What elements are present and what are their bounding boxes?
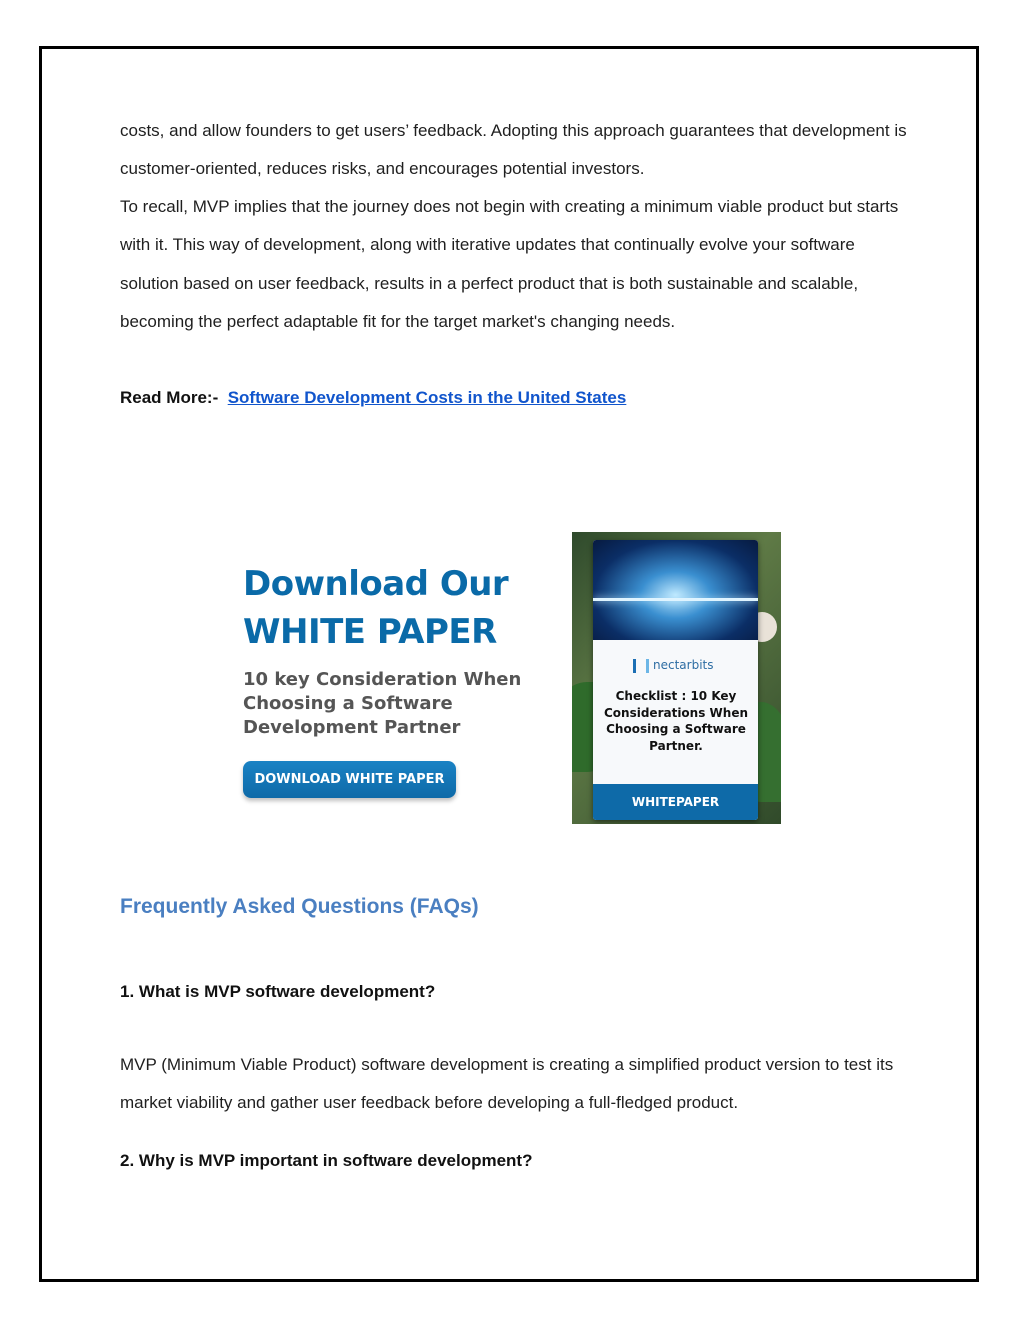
banner-subtitle [243,668,543,740]
nectarbits-logo-text: nectarbits [653,658,714,672]
banner-title-line2: WHITE PAPER [243,612,497,652]
checklist-line1: Checklist : 10 Key [615,689,737,703]
banner-title [243,560,543,656]
read-more [120,379,626,417]
paragraph-costs: costs, and allow founders to get users’ feedback. Adopting this approach guarantees that development is customer-oriented, reduces risks, and encourages potential investors. [120,121,907,179]
faq-heading: Frequently Asked Questions (FAQs) [120,895,479,918]
nectarbits-logo-icon [633,659,649,673]
banner-subtitle-line3: Development Partner [243,717,461,738]
whitepaper-poster-image[interactable] [572,532,781,824]
light-beam [593,598,758,601]
checklist-line3: Choosing a Software [606,722,746,736]
faq-answer-1: MVP (Minimum Viable Product) software development is creating a simplified product version to test its market viability and gather user feedback before developing a full-fledged product. [120,1055,894,1113]
banner-title-line1: Download Our [243,564,509,604]
banner-subtitle-line1: 10 key Consideration When [243,669,522,690]
whitepaper-banner-text [243,560,543,740]
faq-question-2: 2. Why is MVP important in software development? [120,1151,533,1170]
download-white-paper-button[interactable]: DOWNLOAD WHITE PAPER [243,761,456,798]
nectarbits-logo [633,658,714,673]
poster-checklist-title [601,688,751,754]
paragraph-recall: To recall, MVP implies that the journey does not begin with creating a minimum viable product but starts with it. This way of development, along with iterative updates that continually evolve your software solution based on user feedback, results in a perfect product that is both sustainable and scalable, becoming the perfect adaptable fit for the target market's changing needs. [120,197,899,331]
banner-subtitle-line2: Choosing a Software [243,693,453,714]
read-more-link[interactable]: Software Development Costs in the United States [227,388,627,407]
handshake-image [593,540,758,640]
checklist-line4: Partner. [649,738,703,753]
poster-card [593,540,758,820]
faq-question-1: 1. What is MVP software development? [120,982,436,1001]
read-more-label: Read More:- [120,388,219,407]
checklist-line2: Considerations When [603,705,748,720]
poster-footer: WHITEPAPER [593,784,758,820]
